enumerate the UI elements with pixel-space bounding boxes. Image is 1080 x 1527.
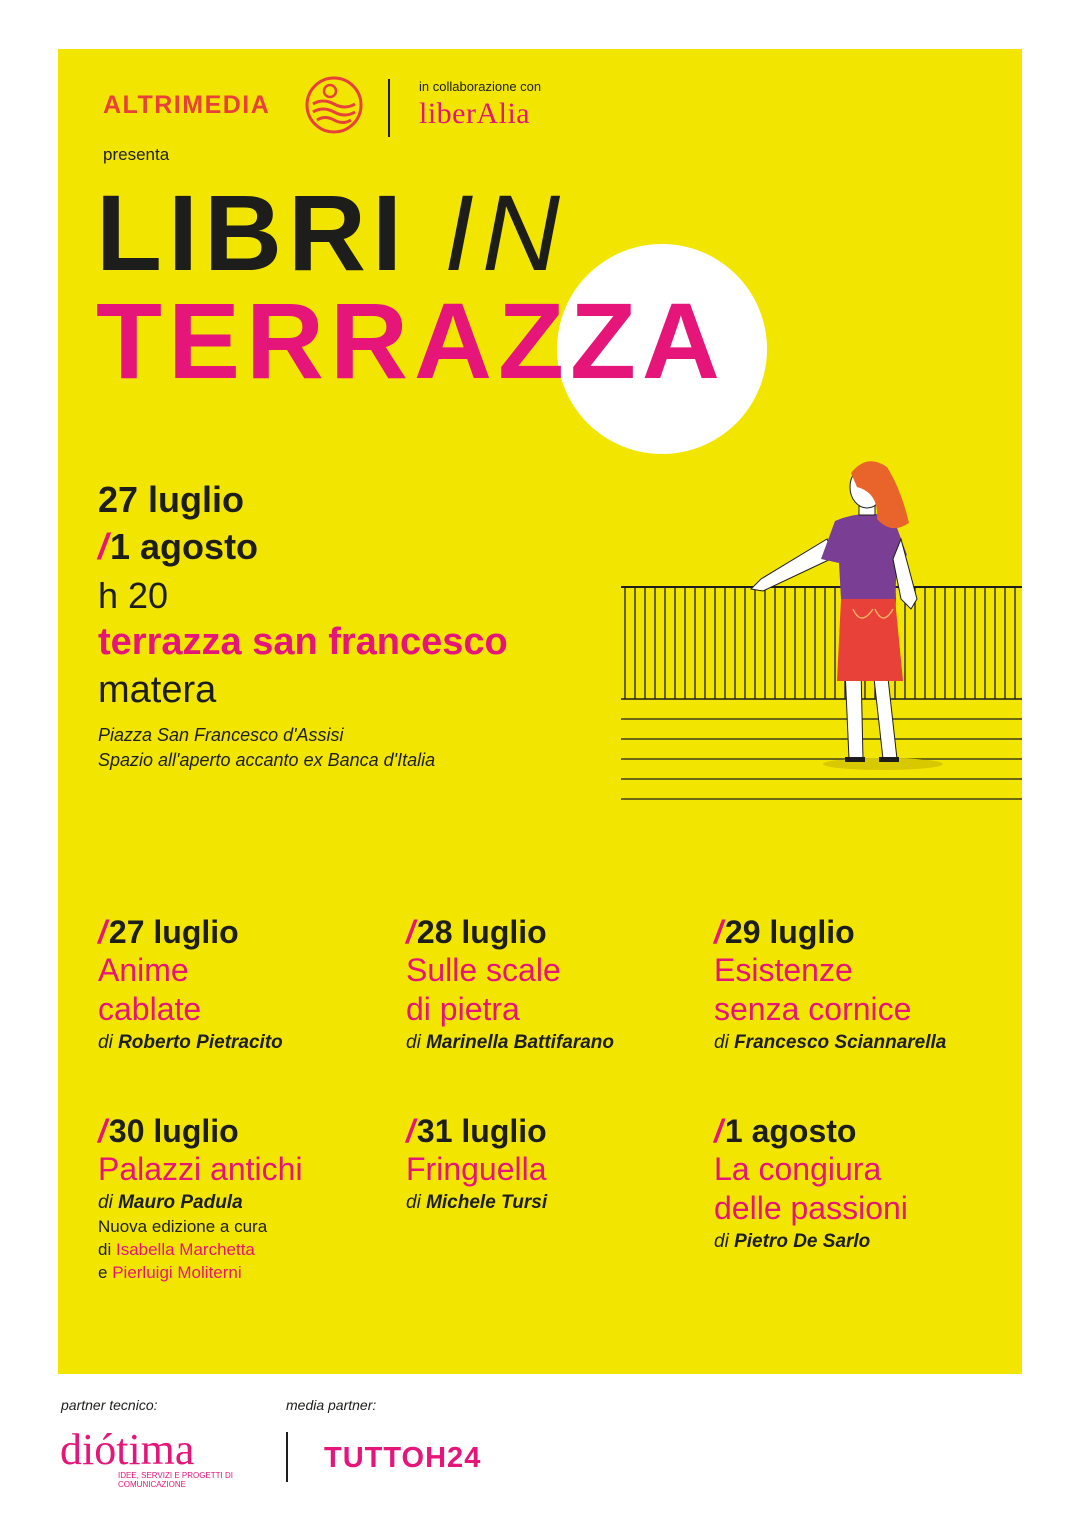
slash-mark: / — [98, 1113, 107, 1149]
event-author: di Roberto Pietracito — [98, 1032, 283, 1053]
event-title: Sulle scale di pietra — [406, 952, 561, 1027]
media-partner-label: media partner: — [286, 1397, 377, 1413]
title-libri: LIBRI — [96, 172, 408, 293]
event-card-2 — [406, 913, 706, 1055]
editor-name: Isabella Marchetta — [115, 1240, 255, 1259]
event-card-5 — [406, 1112, 706, 1215]
city-name: matera — [98, 669, 217, 711]
event-author: di Marinella Battifarano — [406, 1032, 615, 1053]
title-in: IN — [444, 172, 568, 293]
slash-mark: / — [714, 1113, 723, 1149]
address-line-1: Piazza San Francesco d'Assisi — [98, 725, 344, 745]
event-card-3 — [714, 913, 1014, 1055]
event-title: Fringuella — [406, 1151, 547, 1187]
presenta-label: presenta — [103, 145, 170, 164]
header-divider — [388, 79, 390, 137]
footer-divider — [286, 1432, 288, 1482]
diotima-logo: diótima — [60, 1425, 195, 1474]
event-date: /1 agosto — [714, 1113, 857, 1149]
collaboration-label: in collaborazione con — [419, 79, 542, 94]
event-date: /30 luglio — [98, 1113, 239, 1149]
event-date: /28 luglio — [406, 914, 547, 950]
date-end-line — [98, 526, 258, 568]
event-author: di Francesco Sciannarella — [714, 1032, 947, 1053]
event-date: /27 luglio — [98, 914, 239, 950]
poster — [58, 49, 1022, 1374]
tuttoh24-logo: TUTTOH24 — [324, 1442, 482, 1474]
liberalia-logo: liberAlia — [419, 97, 531, 130]
slash-mark: / — [98, 526, 109, 567]
event-card-6 — [714, 1112, 1014, 1254]
date-end: 1 agosto — [110, 526, 259, 567]
partner-label: partner tecnico: — [61, 1397, 158, 1413]
address-line-2: Spazio all'aperto accanto ex Banca d'Italia — [98, 750, 436, 770]
slash-mark: / — [98, 914, 107, 950]
event-title: Esistenze senza cornice — [714, 952, 912, 1027]
slash-mark: / — [714, 914, 723, 950]
event-note: Nuova edizione a cura di Isabella Marchetta e Pierluigi Moliterni — [98, 1217, 268, 1282]
event-author: di Pietro De Sarlo — [714, 1231, 871, 1252]
event-title: La congiura delle passioni — [714, 1151, 908, 1226]
event-title: Anime cablate — [98, 952, 202, 1027]
title-terrazza: TERRAZZA — [96, 280, 726, 401]
slash-mark: / — [406, 914, 415, 950]
date-start: 27 luglio — [98, 479, 245, 520]
event-author: di Mauro Padula — [98, 1192, 243, 1213]
title-line-1 — [96, 172, 568, 293]
event-title: Palazzi antichi — [98, 1151, 303, 1187]
slash-mark: / — [406, 1113, 415, 1149]
altrimedia-logo-icon — [303, 74, 365, 136]
editor-name: Pierluigi Moliterni — [112, 1263, 242, 1282]
venue-name: terrazza san francesco — [98, 621, 508, 663]
event-card-1 — [98, 913, 398, 1055]
diotima-tagline: IDEE, SERVIZI E PROGETTI DI COMUNICAZIONE — [118, 1471, 233, 1489]
event-date: /29 luglio — [714, 914, 855, 950]
altrimedia-logo-text: ALTRIMEDIA — [103, 91, 271, 119]
event-hour: h 20 — [98, 575, 169, 616]
event-date: /31 luglio — [406, 1113, 547, 1149]
event-card-4 — [98, 1112, 398, 1284]
event-author: di Michele Tursi — [406, 1192, 548, 1213]
woman-at-railing-illustration — [621, 459, 1022, 809]
